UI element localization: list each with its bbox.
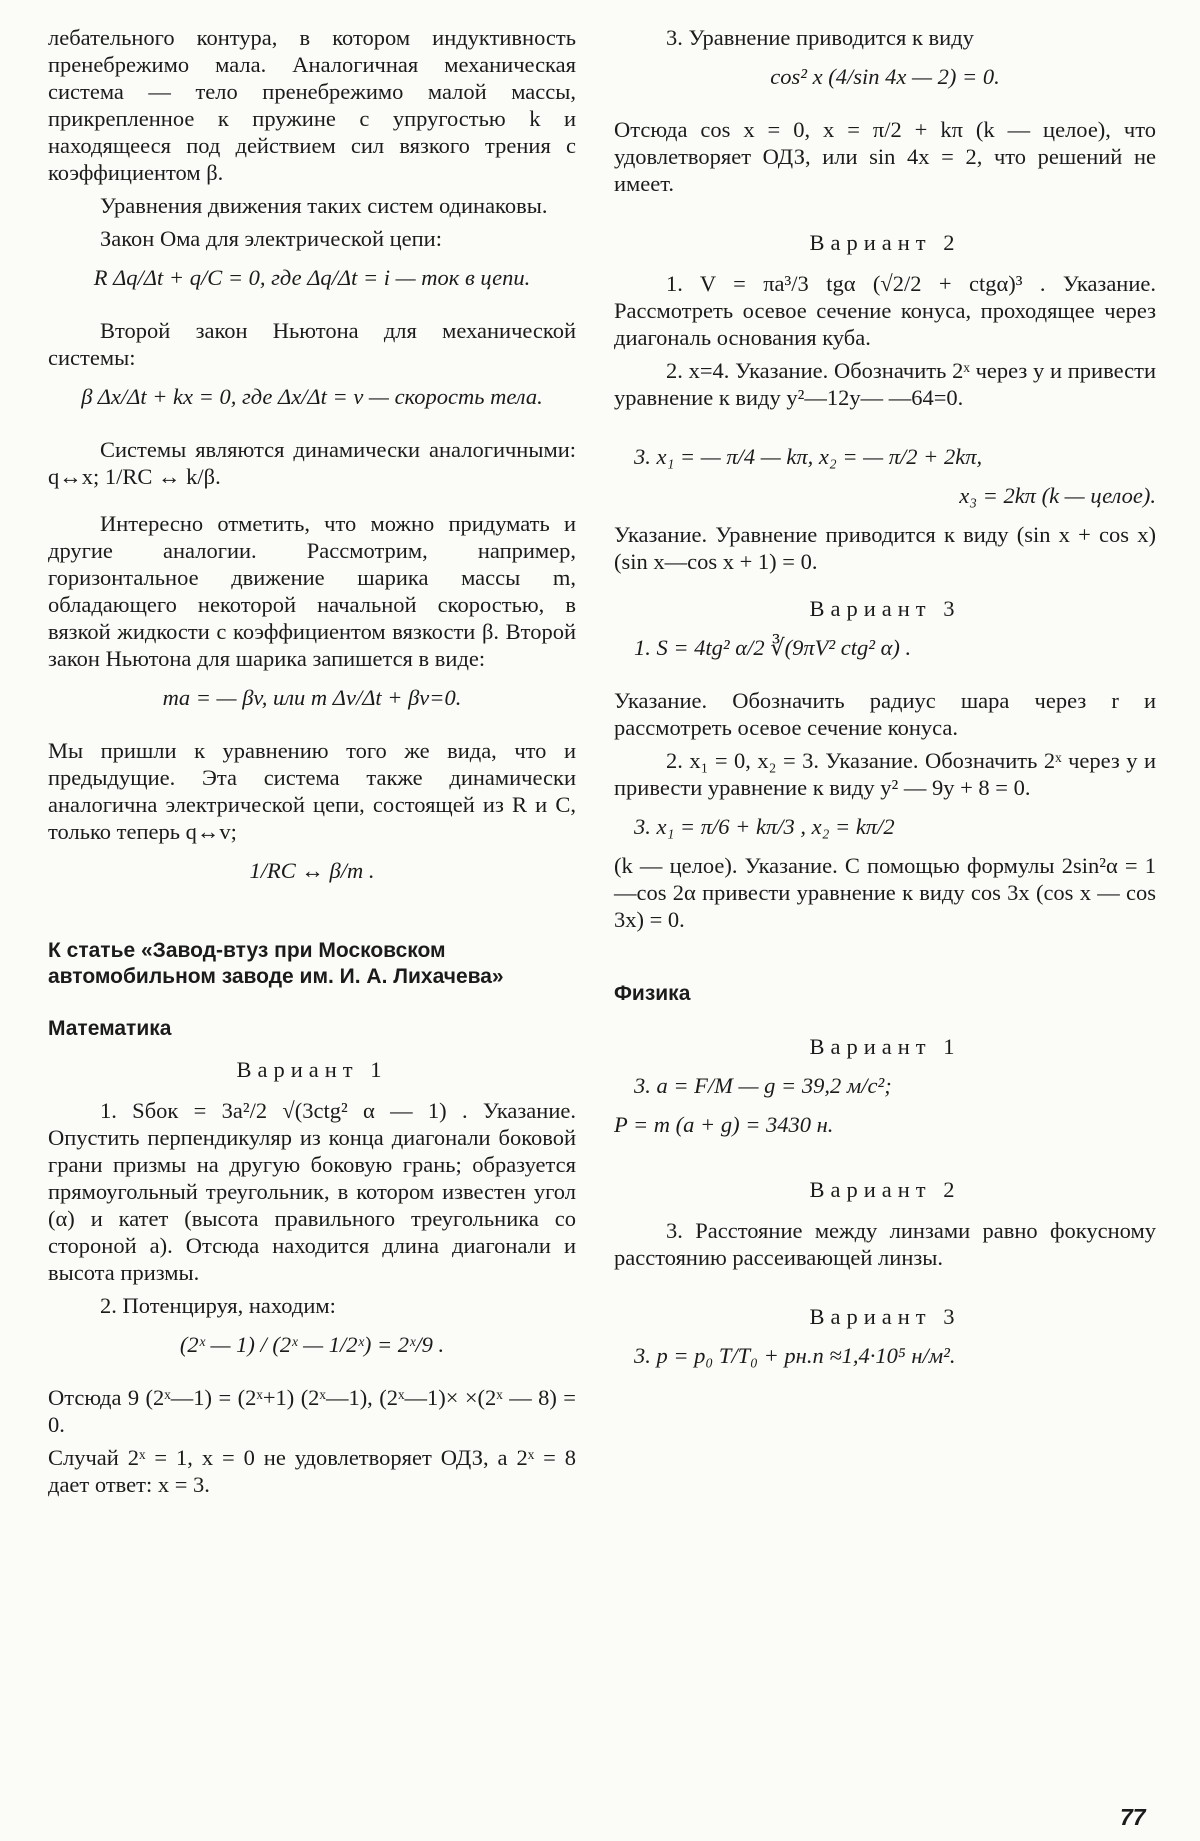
article-heading: К статье «Завод-втуз при Московском автомобильном заводе им. И. А. Лихачева» [48, 939, 504, 988]
formula-potentiation: (2ˣ — 1) / (2ˣ — 1/2ˣ) = 2ˣ/9 . [179, 1332, 445, 1357]
formula-pv3-3: 3. p = p₀ T/T₀ + pн.п ≈1,4·10⁵ н/м². [634, 1343, 956, 1368]
formula-newton: β Δx/Δt + kx = 0, где Δx/Δt = v — скорость тела. [81, 384, 543, 409]
left-column [48, 24, 576, 1504]
formula-v2-3b: x₃ = 2kπ (k — целое). [959, 483, 1156, 508]
paragraph-analog: Системы являются динамически аналогичными: q↔x; 1/RC ↔ k/β. [48, 437, 576, 489]
math-v1-answer-2: 2. Потенцируя, находим: [100, 1293, 336, 1318]
right-column [614, 24, 1156, 1381]
formula-pv1-3b: P = m (a + g) = 3430 н. [614, 1112, 834, 1137]
formula-v3-3: 3. x₁ = π/6 + kπ/3 , x₂ = kπ/2 [634, 814, 895, 839]
paragraph-ohm: Закон Ома для электрической цепи: [100, 226, 442, 251]
paragraph-ball: Интересно отметить, что можно придумать и другие аналогии. Рассмотрим, например, горизонтальное движение шарика массы m, обладающего некоторой начальной скоростью, в вязкой жидкости с коэффициентом вязкости β. Второй закон Ньютона для шарика запишется в виде: [48, 511, 576, 671]
formula-ball: ma = — βv, или m Δv/Δt + βv=0. [162, 685, 462, 710]
formula-ohm: R Δq/Δt + q/C = 0, где Δq/Δt = i — ток в цепи. [93, 265, 531, 290]
math-v1-answer-3: 3. Уравнение приводится к виду [666, 25, 974, 50]
math-v1-answer-3b: Отсюда cos x = 0, x = π/2 + kπ (k — целое), что удовлетворяет ОДЗ, или sin 4x = 2, что решений не имеет. [614, 117, 1156, 196]
paragraph-equations-same: Уравнения движения таких систем одинаковы. [100, 193, 548, 218]
math-v1-answer-2b: Отсюда 9 (2ˣ—1) = (2ˣ+1) (2ˣ—1), (2ˣ—1)× ×(2ˣ — 8) = 0. [48, 1385, 576, 1437]
formula-v3-1: 1. S = 4tg² α/2 ∛(9πV² ctg² α) . [634, 635, 912, 660]
paragraph-intro: лебательного контура, в котором индуктивность пренебрежимо мала. Аналогичная механическая система — тело пренебрежимо малой массы, прикрепленное к пружине с упругостью k и находящееся под действием сил вязкого трения с коэффициентом β. [48, 25, 576, 185]
formula-analog: 1/RC ↔ β/m . [249, 858, 375, 883]
math-v3-answer-3b: (k — целое). Указание. С помощью формулы 2sin²α = 1—cos 2α привести уравнение к виду cos 3x (cos x — cos 3x) = 0. [614, 853, 1156, 932]
physics-variant-3-title: Вариант 3 [809, 1304, 961, 1329]
page-number: 77 [1120, 1804, 1146, 1830]
math-v3-answer-1b: Указание. Обозначить радиус шара через r и рассмотреть осевое сечение конуса. [614, 688, 1156, 740]
paragraph-same-form: Мы пришли к уравнению того же вида, что и предыдущие. Эта система также динамически аналогична электрической цепи, состоящей из R и C, только теперь q↔v; [48, 738, 576, 844]
math-variant-1-title: Вариант 1 [236, 1057, 388, 1082]
formula-pv1-3: 3. a = F/M — g = 39,2 м/с²; [634, 1073, 892, 1098]
physics-variant-1-title: Вариант 1 [809, 1034, 961, 1059]
section-math: Математика [48, 1017, 172, 1040]
formula-v2-3: 3. x₁ = — π/4 — kπ, x₂ = — π/2 + 2kπ, [634, 444, 983, 469]
math-variant-2-title: Вариант 2 [809, 230, 961, 255]
physics-variant-2-title: Вариант 2 [809, 1177, 961, 1202]
math-v2-answer-3c: Указание. Уравнение приводится к виду (sin x + cos x)(sin x—cos x + 1) = 0. [614, 522, 1156, 574]
section-physics: Физика [614, 982, 691, 1005]
formula-v1-3: cos² x (4/sin 4x — 2) = 0. [770, 64, 1000, 89]
math-v3-answer-2: 2. x₁ = 0, x₂ = 3. Указание. Обозначить 2ˣ через y и привести уравнение к виду y² — 9y + 8 = 0. [614, 748, 1156, 800]
math-v2-answer-1: 1. V = πa³/3 tgα (√2/2 + ctgα)³ . Указание. Рассмотреть осевое сечение конуса, проходящее через диагональ основания куба. [614, 271, 1156, 350]
math-v2-answer-2: 2. x=4. Указание. Обозначить 2ˣ через y и привести уравнение к виду y²—12y— —64=0. [614, 358, 1156, 410]
math-v1-answer-2c: Случай 2ˣ = 1, x = 0 не удовлетворяет ОДЗ, а 2ˣ = 8 дает ответ: x = 3. [48, 1445, 576, 1497]
physics-v2-answer-3: 3. Расстояние между линзами равно фокусному расстоянию рассеивающей линзы. [614, 1218, 1156, 1270]
paragraph-newton: Второй закон Ньютона для механической системы: [48, 318, 576, 370]
math-variant-3-title: Вариант 3 [809, 596, 961, 621]
math-v1-answer-1: 1. Sбок = 3a²/2 √(3ctg² α — 1) . Указание. Опустить перпендикуляр из конца диагонали боковой грани призмы на другую боковую грань; образуется прямоугольный треугольник, в котором известен угол (α) и катет (высота правильного треугольника со стороной a). Отсюда находится длина диагонали и высота призмы. [48, 1098, 576, 1285]
